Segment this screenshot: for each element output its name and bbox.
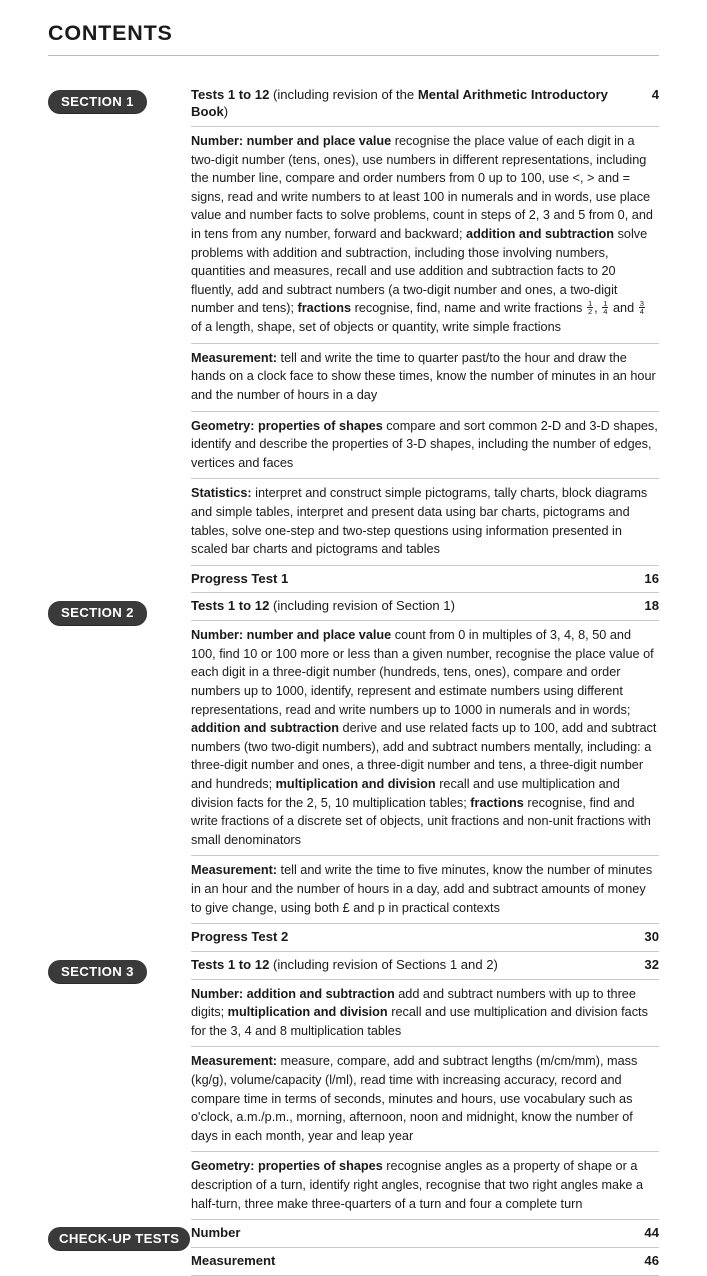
page-number: 18 [644, 598, 659, 614]
fraction-sep: , [594, 301, 602, 316]
toc-entry-title [191, 1252, 643, 1270]
table-of-contents [48, 82, 659, 1276]
detail-lead-2: multiplication and division [227, 1005, 388, 1020]
toc-entry-title [191, 1224, 643, 1242]
page-number: 46 [644, 1252, 659, 1268]
page-number: 4 [651, 86, 659, 102]
detail-text-4: of a length, shape, set of objects or quantity, write simple fractions [191, 320, 562, 335]
page-number: 44 [644, 1225, 659, 1241]
toc-entry-progress-test-1[interactable] [191, 566, 659, 594]
page-number: 16 [644, 570, 659, 586]
entry-bold-book: Mental Arithmetic Introductory Book [191, 86, 608, 120]
check-up-tests-content [191, 1220, 659, 1275]
page-title: CONTENTS [48, 21, 173, 45]
toc-detail-measurement [191, 1047, 659, 1152]
detail-lead: Measurement: [191, 1054, 278, 1069]
detail-text: measure, compare, add and subtract lengths (m/cm/mm), mass (kg/g), volume/capacity (l/ml), read time with increasing accuracy, record and compare time in terms of seconds, minutes and hours, use vocabulary such as o'clock, a.m./p.m., morning, afternoon, noon and midnight, know the number of days in each month, year and leap year [191, 1054, 638, 1143]
detail-text-3: recognise, find, name and write fractions [351, 301, 586, 316]
toc-detail-statistics [191, 479, 659, 565]
title-divider [48, 55, 659, 56]
entry-bold-lead: Progress Test 2 [191, 929, 289, 945]
section-pill-2[interactable]: SECTION 2 [48, 601, 147, 625]
toc-detail-measurement [191, 856, 659, 924]
detail-lead: Measurement: [191, 350, 278, 365]
fraction-one-half: $\frac{1}{2}$ [587, 298, 593, 317]
section-label-gutter [48, 960, 191, 984]
fraction-three-quarters: $\frac{3}{4}$ [639, 298, 644, 317]
detail-lead: Geometry: properties of shapes [191, 418, 383, 433]
toc-entry-title [191, 86, 643, 121]
detail-lead: Measurement: [191, 863, 278, 878]
detail-text: recognise the place value of each digit in a two-digit number (tens, ones), use numbers in different representations, including the number line, compare and order numbers from 0 up to 100, use <, > and = signs, read and write numbers to at least 100 in numerals and in words, use place value and number facts to solve problems, count in steps of 2, 3 and 5 from 0, and in tens from any number, forward and backward; [191, 133, 653, 242]
toc-group-section-2 [48, 593, 659, 951]
toc-entry-tests-1[interactable] [191, 82, 659, 127]
detail-text: tell and write the time to quarter past/to the hour and draw the hands on a clock face to show these times, know the number of minutes in an hour and the number of hours in a day [191, 350, 656, 402]
entry-normal-text: (including revision of the [273, 86, 418, 102]
toc-detail-number-place-value [191, 621, 659, 856]
entry-bold-lead: Number [191, 1225, 241, 1241]
toc-detail-number-place-value [191, 127, 659, 344]
detail-lead-2: addition and subtraction [466, 227, 615, 242]
section-pill-1[interactable]: SECTION 1 [48, 90, 147, 114]
detail-lead: Statistics: [191, 486, 252, 501]
detail-lead: Number: number and place value [191, 628, 392, 643]
entry-normal-text: (including revision of Section 1) [273, 598, 455, 614]
section-3-content [191, 952, 659, 1220]
detail-lead-2: addition and subtraction [191, 721, 340, 736]
detail-text: count from 0 in multiples of 3, 4, 8, 50 and 100, find 10 or 100 more or less than a given number, recognise the place value of each digit in a three-digit number (hundreds, tens, ones), compare and order numbers up to 1000, identify, represent and estimate numbers using different representations, read and write numbers up to 1000 in numerals and in words; [191, 628, 654, 717]
section-label-gutter [48, 601, 191, 625]
page-number: 30 [644, 929, 659, 945]
toc-entry-number[interactable] [191, 1220, 659, 1248]
entry-normal-close: ) [223, 104, 229, 120]
toc-detail-measurement [191, 344, 659, 412]
section-2-content [191, 593, 659, 951]
section-1-content [191, 82, 659, 594]
detail-text: add and subtract numbers with up to three digits; [191, 986, 636, 1020]
entry-bold-lead: Progress Test 1 [191, 570, 289, 586]
detail-text: tell and write the time to five minutes, know the number of minutes in an hour and the number of hours in a day, add and subtract amounts of money to give change, using both £ and p in practical contexts [191, 863, 653, 915]
page-number: 32 [644, 956, 659, 972]
entry-normal-text: (including revision of Sections 1 and 2) [273, 956, 498, 972]
detail-text-4: recognise, find and write fractions of a discrete set of objects, unit fractions and non-unit fractions with small denominators [191, 795, 651, 847]
toc-group-section-3 [48, 952, 659, 1220]
toc-entry-title [191, 597, 643, 615]
detail-lead-4: fractions [470, 795, 524, 810]
detail-lead: Number: addition and subtraction [191, 986, 395, 1001]
detail-lead-3: multiplication and division [275, 777, 436, 791]
entry-bold-lead: Measurement [191, 1252, 276, 1268]
detail-text: interpret and construct simple pictograms, tally charts, block diagrams and simple tables, interpret and present data using bar charts, pictograms and tables, solve one-step and two-step questions using information presented in scaled bar charts and pictograms and tables [191, 486, 648, 557]
toc-detail-number-addition [191, 980, 659, 1048]
toc-entry-title [191, 570, 643, 588]
toc-detail-geometry [191, 412, 659, 480]
toc-entry-tests-2[interactable] [191, 593, 659, 621]
toc-entry-progress-test-2[interactable] [191, 924, 659, 952]
toc-group-check-up-tests [48, 1220, 659, 1275]
toc-entry-title [191, 956, 643, 974]
fraction-one-quarter: $\frac{1}{4}$ [603, 298, 608, 317]
section-label-gutter [48, 1227, 191, 1251]
detail-lead: Number: number and place value [191, 133, 392, 148]
entry-bold-lead: Tests 1 to 12 [191, 598, 273, 614]
entry-bold-lead: Tests 1 to 12 [191, 86, 273, 102]
detail-lead-3: fractions [297, 301, 352, 316]
section-pill-check-up-tests[interactable]: CHECK-UP TESTS [48, 1227, 190, 1251]
toc-entry-title [191, 928, 643, 946]
detail-text-2: derive and use related facts up to 100, add and subtract numbers (two two-digit numbers), add and subtract numbers mentally, including: a three-digit number and ones, a three-digit number and tens, a three-digit number and hundreds; [191, 721, 657, 791]
toc-entry-measurement[interactable] [191, 1248, 659, 1276]
entry-bold-lead: Tests 1 to 12 [191, 956, 273, 972]
section-pill-3[interactable]: SECTION 3 [48, 960, 147, 984]
toc-group-section-1 [48, 82, 659, 594]
section-label-gutter [48, 90, 191, 114]
detail-text-2: solve problems with addition and subtraction, including those involving numbers, quantities and measures, recall and use addition and subtraction facts to 20 fluently, add and subtract numbers (a two-digit number and ones, a two-digit number and tens); [191, 227, 648, 316]
detail-text: compare and sort common 2-D and 3-D shapes, identify and describe the properties of 3-D shapes, including the number of edges, vertices and faces [191, 418, 658, 470]
detail-text: recognise angles as a property of shape or a description of a turn, identify right angles, recognise that two right angles make a half-turn, three make three-quarters of a turn and four a complete turn [191, 1159, 644, 1211]
detail-text-3: recall and use multiplication and division facts for the 2, 5, 10 multiplication tables; [191, 777, 620, 810]
detail-text-2: recall and use multiplication and division facts for the 3, 4 and 8 multiplication tables [191, 1005, 648, 1038]
detail-lead: Geometry: properties of shapes [191, 1159, 383, 1174]
toc-entry-tests-3[interactable] [191, 952, 659, 980]
toc-detail-geometry [191, 1152, 659, 1220]
fraction-and: and [609, 301, 638, 316]
